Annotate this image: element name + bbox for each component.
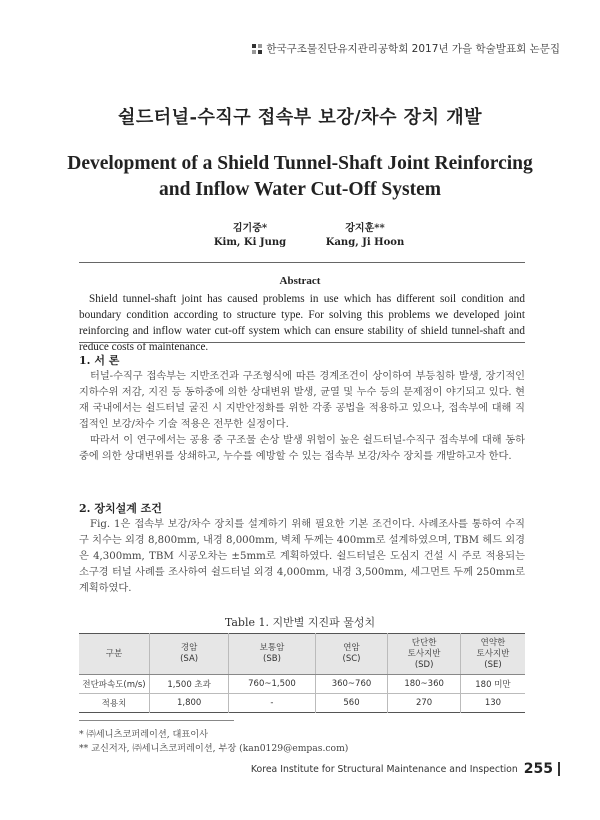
table-cell: 180~360 — [388, 675, 461, 694]
table-cell: 전단파속도(m/s) — [79, 675, 150, 694]
table-cell: 270 — [388, 694, 461, 713]
abstract-heading: Abstract — [279, 275, 321, 287]
page-footer — [251, 762, 560, 776]
title-english: Development of a Shield Tunnel-Shaft Joint Reinforcing and Inflow Water Cut-Off System — [67, 153, 533, 200]
table-cell: - — [229, 694, 315, 713]
title-korean: 쉴드터널-수직구 접속부 보강/차수 장치 개발 — [117, 107, 483, 128]
author-name-ko: 강지훈** — [345, 223, 385, 234]
institute-name: Korea Institute for Structural Maintenance and Inspection — [250, 763, 518, 775]
table-cell: 130 — [460, 694, 525, 713]
abstract-text: Shield tunnel-shaft joint has caused problems in use which has different soil condition and boundary condition according to structure type. For solving this problems we developed joint reinforcing and inflow water cut-off system which can ensure stability of shield tunnel-shaft and reduce costs of maintenance. — [79, 293, 525, 353]
page-number: 255 — [524, 762, 560, 776]
footnote: * ㈜세니츠코퍼레이션, 대표이사 — [79, 729, 209, 740]
author-2 — [295, 222, 435, 250]
table-header-row — [79, 634, 525, 675]
column-header: 구분 — [79, 634, 150, 675]
author-name-en: Kang, Ji Hoon — [325, 237, 405, 248]
column-header: 단단한 토사지반 (SD) — [388, 634, 461, 675]
table-row — [79, 675, 525, 694]
column-header: 연약한 토사지반 (SE) — [460, 634, 525, 675]
table-cell: 560 — [315, 694, 388, 713]
table-cell: 760~1,500 — [229, 675, 315, 694]
table-cell: 360~760 — [315, 675, 388, 694]
divider — [79, 342, 525, 343]
section-heading: 1. 서 론 — [79, 354, 120, 367]
table-cell: 180 미만 — [460, 675, 525, 694]
paragraph: Fig. 1은 접속부 보강/차수 장치를 설계하기 위해 필요한 기본 조건이다. 사례조사를 통하여 수직구 치수는 외경 8,800mm, 내경 8,000mm, 벽체 두께는 400mm로 설계하였으며, TBM 헤드 외경은 4,300mm, TBM 시공오차는 ±5mm로 계획하였다. 쉴드터널은 도심지 건설 시 주로 적용되는 소구경 터널 사례를 조사하여 쉴드터널 외경 4,000mm, 내경 3,500mm, 세그먼트 두께 250mm로 계획하였다. — [79, 519, 525, 594]
properties-table — [79, 633, 525, 713]
column-header: 연암 (SC) — [315, 634, 388, 675]
column-header: 보통암 (SB) — [229, 634, 315, 675]
table-caption: Table 1. 지반별 지진파 물성치 — [224, 616, 376, 629]
journal-name: 한국구조물진단유지관리공학회 2017년 가을 학술발표회 논문집 — [266, 43, 560, 55]
paragraph: 따라서 이 연구에서는 공용 중 구조물 손상 발생 위험이 높은 쉴드터널-수직구 접속부에 대해 동하중에 의한 상대변위를 상쇄하고, 누수를 예방할 수 있는 접속부 보강/차수 장치를 개발하고자 한다. — [79, 435, 525, 462]
table-cell: 적용치 — [101, 699, 127, 709]
author-name-ko: 김기중* — [232, 223, 268, 234]
divider — [79, 262, 525, 263]
column-header: 경암 (SA) — [150, 634, 229, 675]
bullet-icon — [252, 44, 262, 54]
author-name-en: Kim, Ki Jung — [213, 237, 287, 248]
running-header — [252, 41, 560, 56]
table-cell: 1,800 — [150, 694, 229, 713]
footnote: ** 교신저자, ㈜세니츠코퍼레이션, 부장 (kan0129@empas.com) — [79, 743, 349, 754]
table-row — [79, 694, 525, 713]
footnote-divider — [79, 720, 234, 721]
paragraph: 터널-수직구 접속부는 지반조건과 구조형식에 따른 경계조건이 상이하여 부등침하 발생, 장기적인 지하수위 저감, 지진 등 동하중에 의한 상대변위 발생, 균열 및 누수 등의 문제점이 야기되고 있다. 현재 국내에서는 쉴드터널 굴진 시 지반안정화를 위한 각종 공법을 적용하고 있으나, 접속부에 대해 직접적인 보강/차수 기술 적용은 전무한 실정이다. — [79, 371, 525, 430]
table-cell: 1,500 초과 — [150, 675, 229, 694]
section-heading: 2. 장치설계 조건 — [79, 502, 162, 515]
